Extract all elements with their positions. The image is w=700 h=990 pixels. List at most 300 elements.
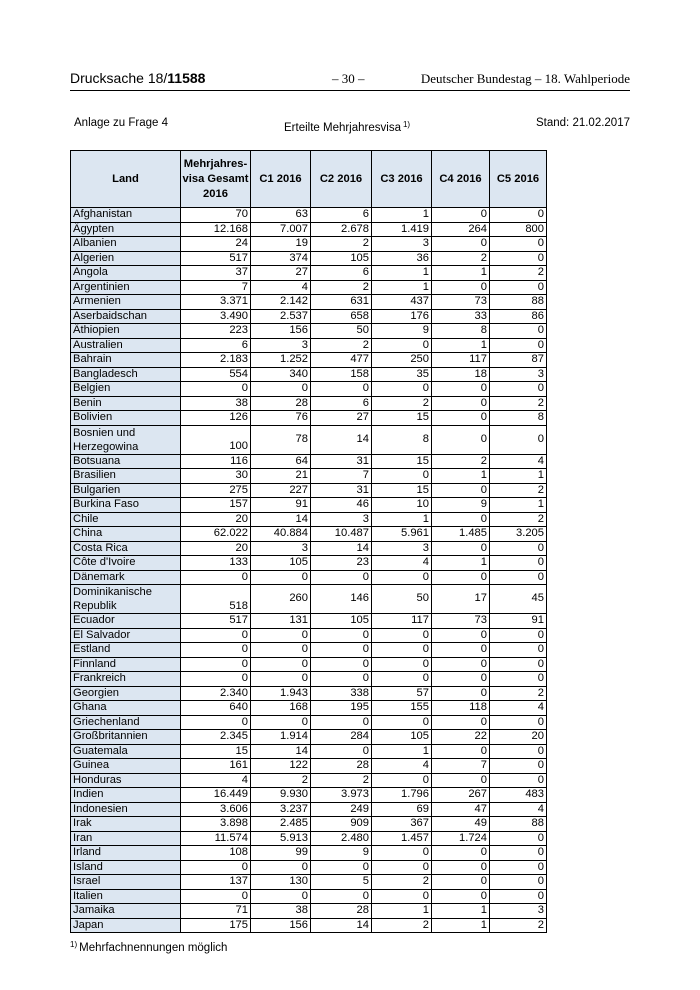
drucksache-number: [70, 70, 205, 86]
cell-value: 267: [432, 788, 490, 803]
cell-value: 0: [311, 570, 372, 585]
cell-value: 0: [251, 672, 311, 687]
cell-value: 6: [311, 396, 372, 411]
cell-value: 0: [372, 846, 432, 861]
cell-value: 340: [251, 367, 311, 382]
cell-value: 1: [372, 904, 432, 919]
cell-value: 17: [432, 585, 490, 614]
cell-value: 2: [311, 280, 372, 295]
cell-value: 33: [432, 309, 490, 324]
cell-value: 22: [432, 730, 490, 745]
cell-value: 9: [372, 324, 432, 339]
cell-value: 0: [251, 889, 311, 904]
cell-land: Großbritannien: [71, 730, 181, 745]
cell-value: 0: [432, 541, 490, 556]
cell-value: 0: [490, 324, 547, 339]
table-row: [71, 672, 547, 687]
cell-value: 71: [181, 904, 251, 919]
cell-value: 116: [181, 454, 251, 469]
cell-value: 0: [490, 570, 547, 585]
cell-value: 46: [311, 498, 372, 513]
cell-value: 28: [311, 759, 372, 774]
cell-value: 130: [251, 875, 311, 890]
cell-value: 517: [181, 251, 251, 266]
cell-value: 640: [181, 701, 251, 716]
cell-land: Botsuana: [71, 454, 181, 469]
cell-value: 7: [311, 469, 372, 484]
cell-value: 0: [490, 715, 547, 730]
cell-value: 4: [372, 759, 432, 774]
cell-value: 0: [490, 657, 547, 672]
cell-value: 1.796: [372, 788, 432, 803]
cell-value: 12.168: [181, 222, 251, 237]
cell-value: 0: [372, 715, 432, 730]
cell-value: 0: [490, 875, 547, 890]
cell-value: 0: [490, 541, 547, 556]
cell-value: 45: [490, 585, 547, 614]
cell-land: Burkina Faso: [71, 498, 181, 513]
cell-land: Dominikanische Republik: [71, 585, 181, 614]
cell-land: China: [71, 527, 181, 542]
cell-land: Chile: [71, 512, 181, 527]
cell-value: 50: [372, 585, 432, 614]
table-row: [71, 701, 547, 716]
cell-value: 19: [251, 237, 311, 252]
table-row: [71, 338, 547, 353]
title-text: Erteilte Mehrjahresvisa: [284, 122, 401, 134]
cell-value: 70: [181, 208, 251, 223]
cell-value: 2: [432, 251, 490, 266]
cell-value: 14: [311, 541, 372, 556]
cell-land: Ecuador: [71, 614, 181, 629]
cell-value: 2: [490, 512, 547, 527]
cell-value: 10: [372, 498, 432, 513]
table-row: [71, 222, 547, 237]
cell-value: 0: [311, 860, 372, 875]
cell-land: Estland: [71, 643, 181, 658]
cell-value: 2: [311, 773, 372, 788]
cell-value: 8: [490, 411, 547, 426]
cell-value: 0: [372, 672, 432, 687]
cell-value: 4: [490, 701, 547, 716]
cell-value: 0: [432, 686, 490, 701]
cell-value: 195: [311, 701, 372, 716]
cell-value: 2: [251, 773, 311, 788]
cell-value: 2: [490, 483, 547, 498]
title-footnote-mark: 1): [402, 120, 411, 129]
cell-value: 0: [490, 831, 547, 846]
cell-value: 0: [490, 759, 547, 774]
table-title: [284, 120, 410, 134]
cell-value: 15: [372, 454, 432, 469]
cell-value: 1: [432, 904, 490, 919]
cell-value: 0: [372, 773, 432, 788]
table-row: [71, 498, 547, 513]
cell-land: Island: [71, 860, 181, 875]
cell-value: 0: [490, 846, 547, 861]
table-row: [71, 454, 547, 469]
cell-value: 105: [311, 614, 372, 629]
cell-value: 105: [251, 556, 311, 571]
cell-value: 1.914: [251, 730, 311, 745]
cell-land: Belgien: [71, 382, 181, 397]
cell-land: Griechenland: [71, 715, 181, 730]
cell-value: 517: [181, 614, 251, 629]
cell-value: 437: [372, 295, 432, 310]
cell-value: 161: [181, 759, 251, 774]
cell-value: 99: [251, 846, 311, 861]
cell-land: Äthiopien: [71, 324, 181, 339]
cell-value: 1.252: [251, 353, 311, 368]
cell-value: 15: [181, 744, 251, 759]
cell-value: 5: [311, 875, 372, 890]
cell-value: 40.884: [251, 527, 311, 542]
cell-value: 133: [181, 556, 251, 571]
table-row: [71, 730, 547, 745]
cell-value: 4: [251, 280, 311, 295]
cell-value: 0: [181, 672, 251, 687]
cell-value: 374: [251, 251, 311, 266]
cell-value: 78: [251, 425, 311, 454]
visa-table: [70, 150, 547, 933]
cell-value: 3: [311, 512, 372, 527]
cell-value: 88: [490, 295, 547, 310]
cell-value: 0: [251, 382, 311, 397]
cell-value: 8: [372, 425, 432, 454]
cell-land: Guatemala: [71, 744, 181, 759]
table-row: [71, 353, 547, 368]
cell-value: 38: [251, 904, 311, 919]
cell-land: Irak: [71, 817, 181, 832]
table-row: [71, 585, 547, 614]
cell-value: 0: [490, 338, 547, 353]
cell-value: 2: [311, 237, 372, 252]
cell-value: 49: [432, 817, 490, 832]
drucksache-num: 11588: [167, 70, 206, 86]
table-row: [71, 266, 547, 281]
cell-value: 155: [372, 701, 432, 716]
table-row: [71, 237, 547, 252]
cell-value: 2: [490, 266, 547, 281]
table-row: [71, 889, 547, 904]
page-header: [70, 70, 630, 91]
table-row: [71, 527, 547, 542]
cell-land: Afghanistan: [71, 208, 181, 223]
cell-value: 909: [311, 817, 372, 832]
cell-value: 0: [490, 280, 547, 295]
cell-value: 5.913: [251, 831, 311, 846]
cell-value: 0: [432, 280, 490, 295]
cell-value: 118: [432, 701, 490, 716]
cell-value: 0: [181, 382, 251, 397]
cell-value: 0: [311, 672, 372, 687]
cell-value: 1: [372, 208, 432, 223]
cell-value: 27: [311, 411, 372, 426]
cell-value: 1: [372, 280, 432, 295]
cell-value: 176: [372, 309, 432, 324]
cell-value: 64: [251, 454, 311, 469]
table-row: [71, 831, 547, 846]
cell-value: 10.487: [311, 527, 372, 542]
cell-value: 3.371: [181, 295, 251, 310]
cell-value: 0: [432, 208, 490, 223]
table-row: [71, 483, 547, 498]
cell-value: 28: [311, 904, 372, 919]
cell-land: Japan: [71, 918, 181, 933]
cell-value: 0: [251, 628, 311, 643]
cell-land: Iran: [71, 831, 181, 846]
cell-value: 0: [181, 628, 251, 643]
table-row: [71, 860, 547, 875]
cell-value: 7: [181, 280, 251, 295]
table-row: [71, 686, 547, 701]
cell-land: Georgien: [71, 686, 181, 701]
cell-value: 168: [251, 701, 311, 716]
cell-value: 38: [181, 396, 251, 411]
cell-value: 1: [372, 512, 432, 527]
table-row: [71, 425, 547, 454]
cell-land: Bosnien und Herzegowina: [71, 425, 181, 454]
cell-value: 20: [181, 512, 251, 527]
cell-value: 11.574: [181, 831, 251, 846]
cell-value: 0: [372, 469, 432, 484]
cell-land: Aserbaidschan: [71, 309, 181, 324]
table-row: [71, 541, 547, 556]
cell-land: Frankreich: [71, 672, 181, 687]
cell-value: 146: [311, 585, 372, 614]
cell-value: 20: [490, 730, 547, 745]
cell-value: 2.142: [251, 295, 311, 310]
cell-land: Bolivien: [71, 411, 181, 426]
cell-value: 631: [311, 295, 372, 310]
cell-value: 28: [251, 396, 311, 411]
table-row: [71, 918, 547, 933]
cell-land: Dänemark: [71, 570, 181, 585]
anlage-label: Anlage zu Frage 4: [74, 117, 168, 129]
table-body: [71, 208, 547, 933]
footnote-text: Mehrfachnennungen möglich: [79, 942, 228, 954]
cell-value: 0: [432, 628, 490, 643]
cell-value: 108: [181, 846, 251, 861]
cell-value: 15: [372, 483, 432, 498]
table-row: [71, 802, 547, 817]
table-header-row: [71, 151, 547, 208]
cell-value: 0: [251, 570, 311, 585]
cell-value: 1: [372, 266, 432, 281]
cell-value: 15: [372, 411, 432, 426]
cell-value: 8: [432, 324, 490, 339]
cell-value: 9: [432, 498, 490, 513]
cell-value: 800: [490, 222, 547, 237]
cell-value: 6: [311, 208, 372, 223]
cell-value: 518: [181, 585, 251, 614]
cell-value: 88: [490, 817, 547, 832]
cell-value: 3.606: [181, 802, 251, 817]
cell-value: 250: [372, 353, 432, 368]
table-row: [71, 643, 547, 658]
cell-value: 1: [432, 918, 490, 933]
cell-value: 0: [490, 643, 547, 658]
cell-land: Indonesien: [71, 802, 181, 817]
cell-value: 27: [251, 266, 311, 281]
cell-value: 14: [251, 744, 311, 759]
cell-value: 0: [311, 744, 372, 759]
table-row: [71, 309, 547, 324]
table-row: [71, 411, 547, 426]
cell-land: Italien: [71, 889, 181, 904]
cell-value: 0: [490, 889, 547, 904]
cell-value: 338: [311, 686, 372, 701]
table-row: [71, 788, 547, 803]
cell-value: 105: [311, 251, 372, 266]
cell-value: 157: [181, 498, 251, 513]
table-row: [71, 208, 547, 223]
cell-land: Albanien: [71, 237, 181, 252]
cell-value: 76: [251, 411, 311, 426]
table-row: [71, 469, 547, 484]
cell-value: 7.007: [251, 222, 311, 237]
cell-value: 14: [311, 918, 372, 933]
cell-value: 0: [490, 237, 547, 252]
cell-value: 0: [490, 773, 547, 788]
cell-value: 0: [432, 657, 490, 672]
cell-value: 0: [311, 382, 372, 397]
cell-land: Costa Rica: [71, 541, 181, 556]
cell-value: 477: [311, 353, 372, 368]
cell-value: 73: [432, 295, 490, 310]
cell-value: 0: [432, 715, 490, 730]
cell-value: 0: [432, 237, 490, 252]
cell-value: 9.930: [251, 788, 311, 803]
cell-value: 2: [372, 918, 432, 933]
cell-value: 156: [251, 918, 311, 933]
cell-value: 6: [311, 266, 372, 281]
cell-value: 0: [490, 860, 547, 875]
cell-value: 137: [181, 875, 251, 890]
cell-value: 0: [432, 773, 490, 788]
cell-value: 3.973: [311, 788, 372, 803]
cell-value: 2: [490, 396, 547, 411]
cell-land: Australien: [71, 338, 181, 353]
page-number: – 30 –: [332, 71, 365, 86]
cell-value: 2: [372, 396, 432, 411]
cell-value: 284: [311, 730, 372, 745]
cell-value: 31: [311, 454, 372, 469]
cell-land: Israel: [71, 875, 181, 890]
cell-value: 260: [251, 585, 311, 614]
cell-value: 0: [490, 425, 547, 454]
cell-value: 0: [490, 382, 547, 397]
cell-value: 0: [251, 860, 311, 875]
cell-value: 275: [181, 483, 251, 498]
cell-value: 0: [432, 643, 490, 658]
cell-land: Brasilien: [71, 469, 181, 484]
cell-value: 2: [432, 454, 490, 469]
cell-value: 117: [432, 353, 490, 368]
table-row: [71, 570, 547, 585]
cell-land: Côte d'Ivoire: [71, 556, 181, 571]
cell-value: 1: [432, 266, 490, 281]
table-row: [71, 773, 547, 788]
cell-value: 2: [311, 338, 372, 353]
cell-value: 0: [372, 570, 432, 585]
cell-value: 35: [372, 367, 432, 382]
cell-value: 4: [490, 454, 547, 469]
cell-value: 658: [311, 309, 372, 324]
cell-value: 0: [372, 628, 432, 643]
cell-value: 0: [311, 889, 372, 904]
cell-value: 21: [251, 469, 311, 484]
table-row: [71, 251, 547, 266]
cell-value: 0: [432, 860, 490, 875]
cell-value: 14: [311, 425, 372, 454]
cell-value: 0: [432, 382, 490, 397]
footnote: [70, 940, 227, 954]
header-c3: C3 2016: [372, 151, 432, 208]
cell-value: 0: [432, 846, 490, 861]
table-row: [71, 280, 547, 295]
cell-value: 554: [181, 367, 251, 382]
cell-value: 122: [251, 759, 311, 774]
cell-value: 2.537: [251, 309, 311, 324]
cell-land: Argentinien: [71, 280, 181, 295]
cell-value: 3: [251, 541, 311, 556]
table-row: [71, 556, 547, 571]
cell-value: 0: [432, 889, 490, 904]
cell-value: 7: [432, 759, 490, 774]
cell-value: 3: [490, 904, 547, 919]
table-row: [71, 657, 547, 672]
cell-value: 0: [311, 715, 372, 730]
cell-value: 2: [372, 875, 432, 890]
cell-value: 0: [311, 628, 372, 643]
cell-value: 31: [311, 483, 372, 498]
table-row: [71, 382, 547, 397]
cell-value: 5.961: [372, 527, 432, 542]
cell-value: 57: [372, 686, 432, 701]
cell-value: 3: [490, 367, 547, 382]
cell-value: 86: [490, 309, 547, 324]
table-row: [71, 614, 547, 629]
cell-value: 1: [490, 469, 547, 484]
cell-value: 0: [490, 744, 547, 759]
cell-value: 14: [251, 512, 311, 527]
cell-value: 0: [432, 570, 490, 585]
cell-value: 0: [432, 483, 490, 498]
cell-value: 62.022: [181, 527, 251, 542]
cell-value: 100: [181, 425, 251, 454]
cell-land: Angola: [71, 266, 181, 281]
cell-value: 156: [251, 324, 311, 339]
cell-value: 6: [181, 338, 251, 353]
cell-value: 0: [432, 672, 490, 687]
cell-value: 2: [490, 686, 547, 701]
cell-value: 227: [251, 483, 311, 498]
cell-value: 0: [490, 251, 547, 266]
cell-value: 0: [490, 628, 547, 643]
cell-value: 0: [490, 208, 547, 223]
cell-value: 3: [372, 237, 432, 252]
header-land: Land: [71, 151, 181, 208]
cell-value: 131: [251, 614, 311, 629]
cell-value: 0: [432, 875, 490, 890]
drucksache-prefix: 18/: [147, 70, 168, 86]
cell-value: 3.490: [181, 309, 251, 324]
cell-value: 0: [372, 382, 432, 397]
cell-value: 0: [181, 643, 251, 658]
cell-value: 105: [372, 730, 432, 745]
stand-date: Stand: 21.02.2017: [536, 117, 630, 129]
